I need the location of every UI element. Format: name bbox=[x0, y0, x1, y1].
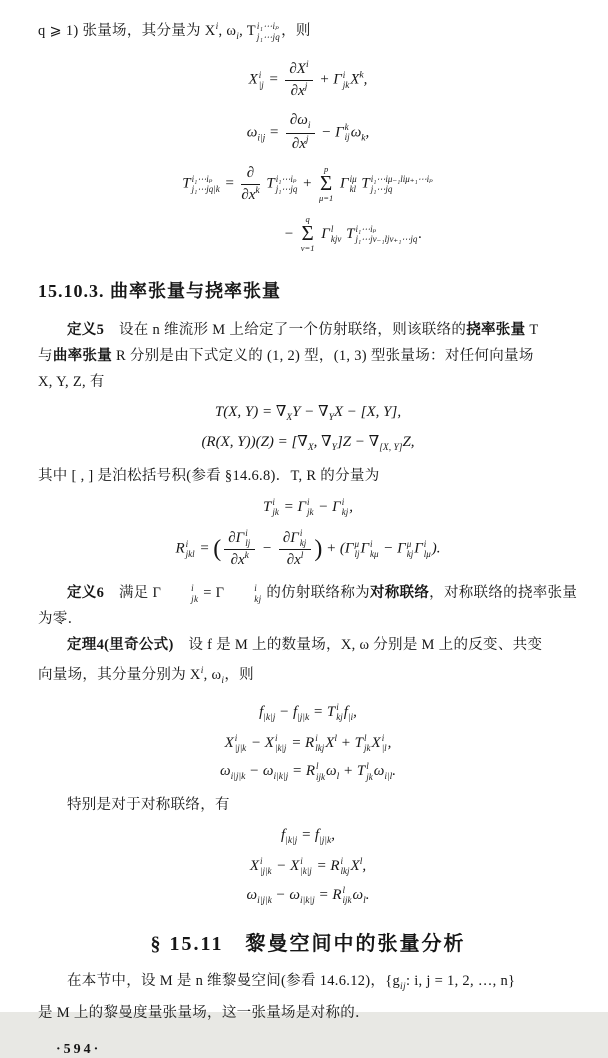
formula-tensor-covariant-derivative-part1: T i₁⋯iₚ j₁⋯jq|k = $\frac{\partial}{\partial x^k}$ T i₁⋯iₚ j₁⋯jq + p Σ μ=1 Γ iμ kl T i₁⋯iμ₋₁liμ₊₁⋯iₚ j₁⋯jq bbox=[182, 164, 433, 204]
formula-vector-covariant-derivative: X i |j = $\frac{\partial X^i}{\partial x^j}$ + Γ i jk $X^k$, bbox=[248, 60, 368, 99]
definition-6-line-1: 定义6 满足 Γ i jk = Γ i kj 的仿射联络称为对称联络，对称联络的挠率张量 bbox=[67, 583, 578, 604]
formula-torsion-components: T i jk = Γ i jk − Γ i kj , bbox=[263, 497, 353, 518]
theorem-4-line-1: 定理4(里奇公式) 设 f 是 M 上的数量场，X, ω 分别是 M 上的反变、共变 bbox=[67, 637, 543, 654]
definition-6-line-2: 为零． bbox=[38, 611, 83, 628]
formula-torsion-tensor-definition: T(X, $Y) = \nabla_XY - \nabla_YX - [X$, Y], bbox=[214, 404, 402, 424]
formula-curvature-components: R i jkl = ( ∂Γ i lj $\partial x^k$ − ∂Γ i kj $\partial x^l$ ) + (Γ μ lj Γ i kμ − Γ μ kj Γ i lμ ). bbox=[175, 527, 441, 569]
formula-covector-covariant-derivative: $\omega_{i|j}$ = $\frac{\partial\omega_i}{\partial x^j}$ − Γ k ij $\omega_k$, bbox=[246, 111, 370, 153]
formula-ricci-scalar: $f_{|k|j} - f_{|j|k} = T$ i kj $f_{|i}$, bbox=[259, 702, 357, 723]
intro-line: q ⩾ 1) 张量场，其分量为 $X^i$, $\omega_i$, T i₁⋯iₚ j₁⋯jq ，则 bbox=[38, 21, 311, 42]
definition-5-line-3: X, Y, Z, 有 bbox=[38, 374, 105, 391]
formula-ricci-vector: X i |j|k − X i |k|j = R i lkj $X^l + T$ l jk X i |l , bbox=[224, 732, 392, 754]
formula-ricci-covector: $\omega_{i|j|k} - \omega_{i|k|j} = R$ l ijk $\omega_l + T$ l jk $\omega_{i|l}$. bbox=[220, 761, 396, 783]
definition-5-line-1: 定义5 设在 n 维流形 M 上给定了一个仿射联络，则该联络的挠率张量 T bbox=[67, 322, 539, 339]
formula-tensor-covariant-derivative-part2: − q Σ ν=1 Γ l kjν T i₁⋯iₚ j₁⋯jν₋₁ljν₊₁⋯jq . bbox=[283, 213, 423, 253]
formula-curvature-tensor-definition: (R(X, $Y))(Z) = [\nabla_X$, $\nabla_Y]Z - \nabla_{[X, Y]}Z$, bbox=[201, 434, 415, 454]
riemann-intro-line-1: 在本节中，设 M 是 n 维黎曼空间(参看 14.6.12)，{$g_{ij}$: i, j = 1, 2, …, n} bbox=[67, 973, 516, 993]
formula-symmetric-vector: X i |j|k − X i |k|j = R i lkj $X^l$, bbox=[249, 856, 367, 877]
symmetric-connection-note-line: 特别是对于对称联络，有 bbox=[67, 797, 230, 814]
theorem-4-line-2: 向量场，其分量分别为 $X^i$, $\omega_i$，则 bbox=[38, 666, 254, 687]
section-heading-15-11: § 15.11 黎曼空间中的张量分析 bbox=[150, 933, 466, 956]
riemann-intro-line-2: 是 M 上的黎曼度量张量场，这一张量场是对称的． bbox=[38, 1005, 370, 1022]
poisson-bracket-note-line: 其中 [ , ] 是泊松括号积(参看 §14.6.8)．T, R 的分量为 bbox=[38, 468, 380, 484]
page-number: ·594· bbox=[56, 1042, 102, 1058]
formula-symmetric-scalar: $f_{|k|j} = f_{|j|k}$, bbox=[281, 827, 335, 847]
definition-5-line-2: 与曲率张量 R 分别是由下式定义的 (1, 2) 型，(1, 3) 型张量场：对任何向量场 bbox=[38, 348, 534, 365]
formula-symmetric-covector: $\omega_{i|j|k} - \omega_{i|k|j} = R$ l ijk $\omega_l$. bbox=[246, 884, 370, 906]
section-heading-15-10-3: 15.10.3. 曲率张量与挠率张量 bbox=[38, 281, 281, 302]
